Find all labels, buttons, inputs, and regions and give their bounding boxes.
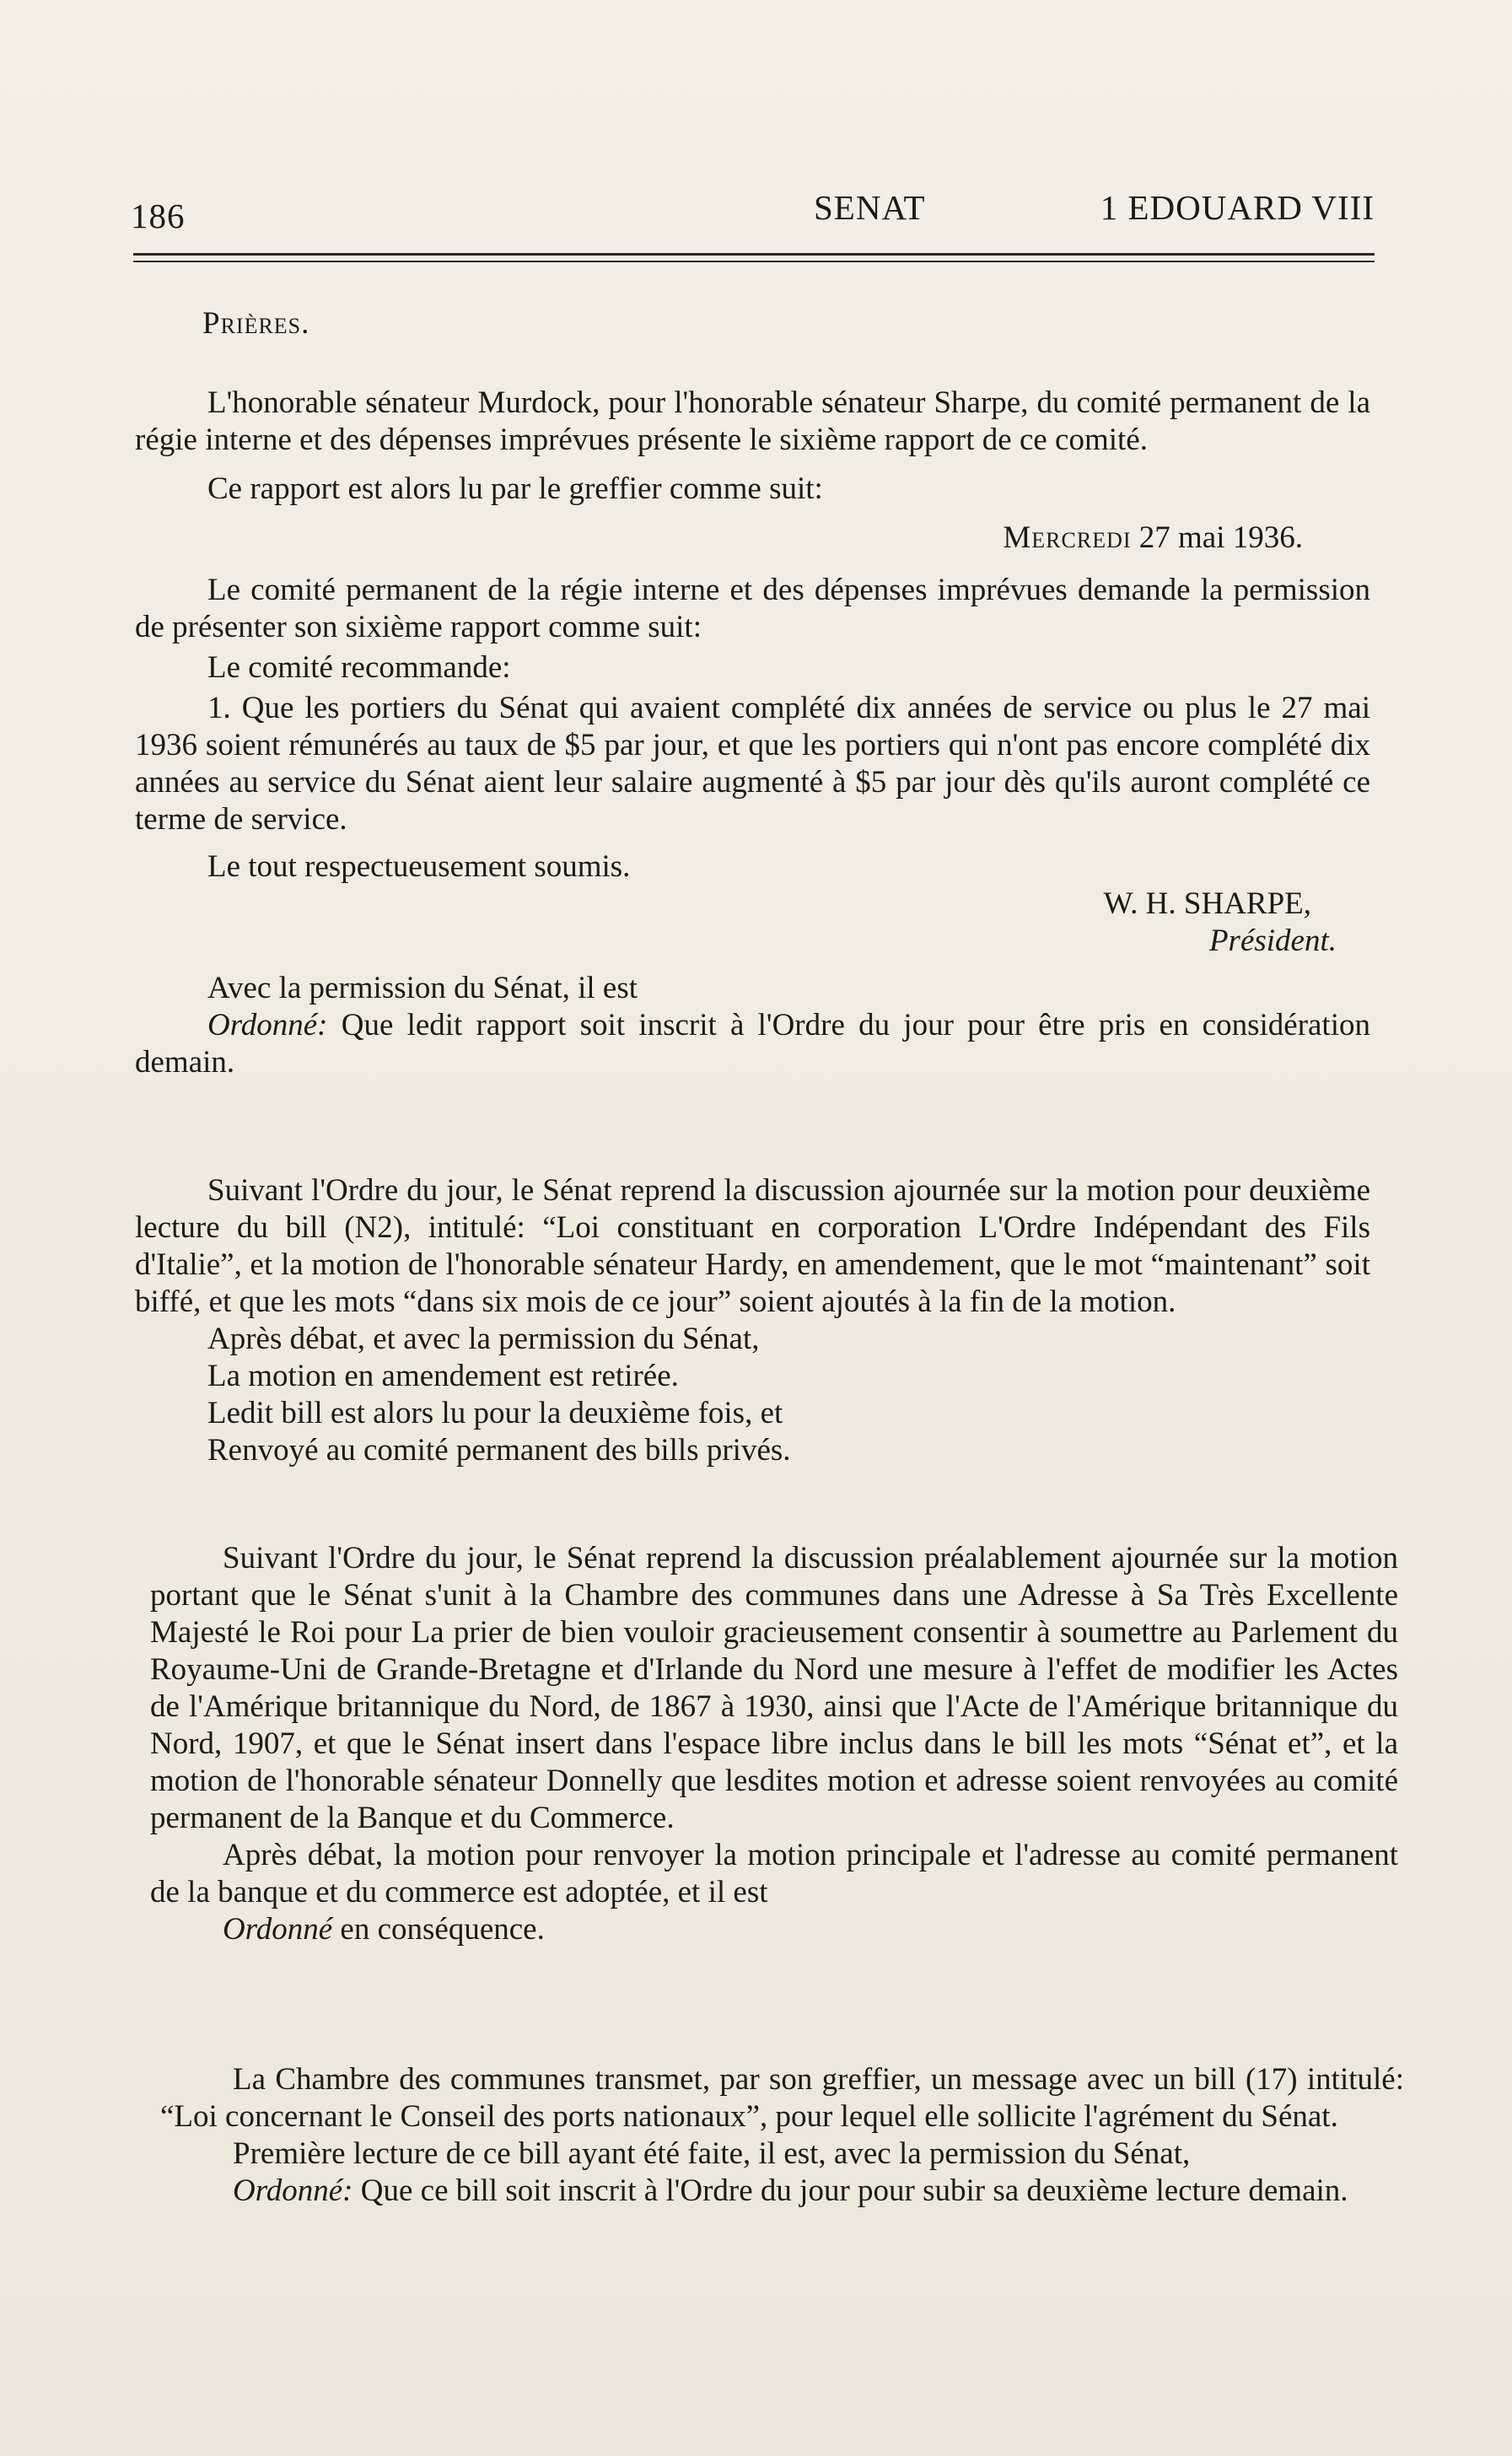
report-date bbox=[135, 520, 1370, 557]
ordered-label-3: Ordonné: bbox=[233, 2173, 353, 2208]
paragraph-recommendation-1: 1. Que les portiers du Sénat qui avaient complété dix années de service ou plus le 27 mai 1936 soient rémunérés au taux de $5 par jour, et que les portiers qui n'ont pas encore complété dix années au service du Sénat aient leur salaire augmenté à $5 par jour dès qu'ils auront complété ce terme de service. bbox=[135, 691, 1370, 837]
page-header bbox=[131, 187, 1375, 238]
bill-n2-section bbox=[135, 1172, 1370, 1469]
paragraph-motion-adopted: Après débat, la motion pour renvoyer la motion principale et l'adresse au comité permanent de la banque et du commerce est adoptée, et il est bbox=[150, 1838, 1398, 1909]
paragraph-ordered-report bbox=[135, 1007, 1370, 1081]
prayers-heading: Prières. bbox=[202, 306, 310, 341]
paragraph-amendment-withdrawn: La motion en amendement est retirée. bbox=[207, 1359, 679, 1393]
report-section bbox=[135, 385, 1370, 1081]
paragraph-committee-request: Le comité permanent de la régie interne et des dépenses imprévues demande la permission de présenter son sixième rapport comme suit: bbox=[135, 573, 1370, 644]
header-rule-thick bbox=[133, 253, 1375, 256]
paragraph-submitted: Le tout respectueusement soumis. bbox=[207, 849, 631, 884]
paragraph-commons-message: La Chambre des communes transmet, par son greffier, un message avec un bill (17) intitulé: “Loi concernant le Conseil des ports nationaux”, pour lequel elle sollicite l'agrément du Sénat. bbox=[160, 2062, 1404, 2134]
paragraph-second-reading: Ledit bill est alors lu pour la deuxième fois, et bbox=[207, 1396, 783, 1430]
paragraph-referred-private-bills: Renvoyé au comité permanent des bills privés. bbox=[207, 1433, 791, 1468]
signature-title: Président. bbox=[1208, 924, 1337, 958]
paragraph-address-discussion: Suivant l'Ordre du jour, le Sénat reprend la discussion préalablement ajournée sur la motion portant que le Sénat s'unit à la Chambre des communes dans une Adresse à Sa Très Excellente Majesté le Roi pour La prier de bien vouloir gracieusement consentir à soumettre au Parlement du Royaume-Uni de Grande-Bretagne et d'Irlande du Nord une mesure à l'effet de modifier les Actes de l'Amérique britannique du Nord, de 1867 à 1930, ainsi que l'Acte de l'Amérique britannique du Nord, 1907, et que le Sénat insert dans l'espace libre inclus dans le bill les mots “Sénat et”, et la motion de l'honorable sénateur Donnelly que lesdites motion et adresse soient renvoyées au comité permanent de la Banque et du Commerce. bbox=[150, 1541, 1398, 1835]
header-center-title: SENAT bbox=[814, 188, 926, 227]
paragraph-after-debate: Après débat, et avec la permission du Sénat, bbox=[207, 1322, 760, 1356]
paragraph-bill-n2-discussion: Suivant l'Ordre du jour, le Sénat reprend la discussion ajournée sur la motion pour deuxième lecture du bill (N2), intitulé: “Loi constituant en corporation L'Ordre Indépendant des Fils d'Italie”, et la motion de l'honorable sénateur Hardy, en amendement, que le mot “maintenant” soit biffé, et que les mots “dans six mois de ce jour” soient ajoutés à la fin de la motion. bbox=[135, 1173, 1370, 1319]
ordered-second-reading-text: Que ce bill soit inscrit à l'Ordre du jour pour subir sa deuxième lecture demain. bbox=[360, 2173, 1348, 2208]
paragraph-recommends: Le comité recommande: bbox=[207, 650, 511, 685]
paragraph-first-reading: Première lecture de ce bill ayant été faite, il est, avec la permission du Sénat, bbox=[233, 2136, 1191, 2171]
paragraph-ordered-second-reading bbox=[160, 2173, 1404, 2210]
header-rule-thin bbox=[133, 261, 1375, 262]
page-number: 186 bbox=[131, 197, 186, 235]
ordered-report-text: Que ledit rapport soit inscrit à l'Ordre du jour pour être pris en considération demain. bbox=[135, 1008, 1370, 1080]
report-date-day: Mercredi bbox=[1003, 520, 1132, 555]
signature-name: W. H. SHARPE, bbox=[1103, 886, 1311, 921]
paragraph-presentation: L'honorable sénateur Murdock, pour l'honorable sénateur Sharpe, du comité permanent de la régie interne et des dépenses imprévues présente le sixième rapport de ce comité. bbox=[135, 385, 1370, 457]
bill-17-section bbox=[160, 2061, 1404, 2210]
prayers-heading-block bbox=[135, 305, 1370, 342]
address-section bbox=[150, 1540, 1398, 1948]
ordered-label: Ordonné: bbox=[207, 1008, 328, 1042]
header-right-title: 1 EDOUARD VIII bbox=[1100, 188, 1375, 227]
paragraph-with-permission: Avec la permission du Sénat, il est bbox=[207, 971, 638, 1005]
ordered-accordingly-text: en conséquence. bbox=[340, 1912, 545, 1947]
signature-block bbox=[135, 886, 1370, 960]
report-date-rest: 27 mai 1936. bbox=[1138, 520, 1303, 555]
paragraph-read-by-clerk: Ce rapport est alors lu par le greffier comme suit: bbox=[207, 471, 823, 506]
ordered-label-2: Ordonné bbox=[223, 1912, 333, 1947]
paragraph-ordered-accordingly bbox=[150, 1911, 1398, 1948]
